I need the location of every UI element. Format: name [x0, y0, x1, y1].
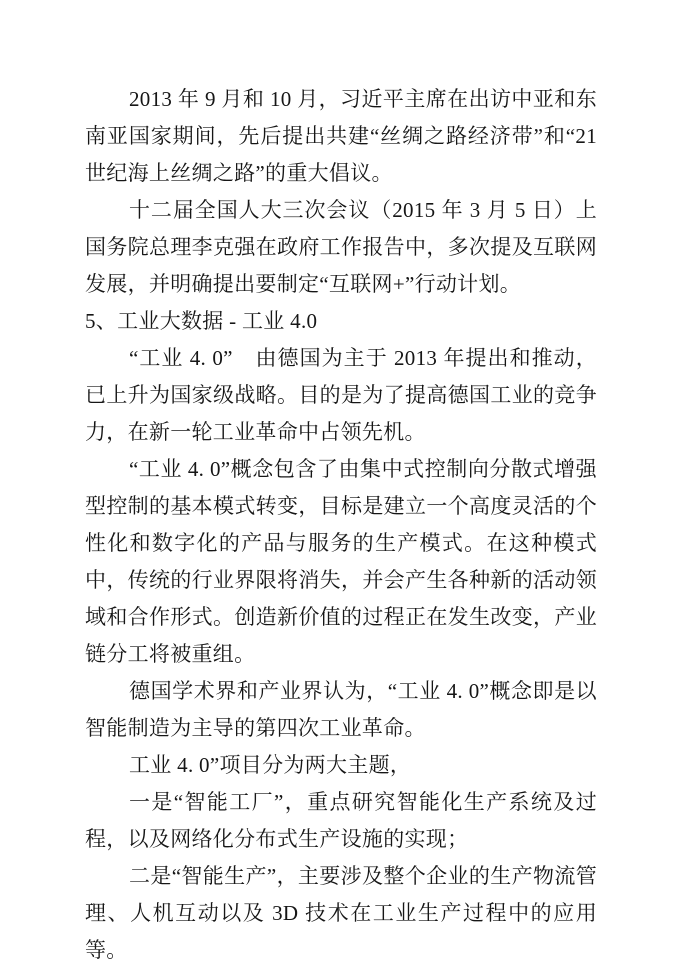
- section-heading: 5、工业大数据 - 工业 4.0: [85, 309, 318, 333]
- paragraph-industry40-origin: “工业 4. 0” 由德国为主于 2013 年提出和推动，已上升为国家级战略。目的是为了提高德国工业的竞争力，在新一轮工业革命中占领先机。: [85, 346, 597, 444]
- paragraph-smart-factory: 一是“智能工厂”，重点研究智能化生产系统及过程，以及网络化分布式生产设施的实现；: [85, 790, 597, 851]
- paragraph-internet-plus: 十二届全国人大三次会议（2015 年 3 月 5 日）上国务院总理李克强在政府工作报告中，多次提及互联网发展，并明确提出要制定“互联网+”行动计划。: [85, 198, 597, 296]
- paragraph-fourth-revolution: 德国学术界和产业界认为，“工业 4. 0”概念即是以智能制造为主导的第四次工业革命。: [85, 679, 597, 740]
- paragraph-belt-and-road: 2013 年 9 月和 10 月，习近平主席在出访中亚和东南亚国家期间，先后提出共建“丝绸之路经济带”和“21 世纪海上丝绸之路”的重大倡议。: [85, 87, 597, 185]
- paragraph-smart-production: 二是“智能生产”，主要涉及整个企业的生产物流管理、人机互动以及 3D 技术在工业生产过程中的应用等。: [85, 864, 597, 962]
- paragraph-two-themes: 工业 4. 0”项目分为两大主题，: [129, 753, 412, 777]
- document-page: [85, 81, 597, 969]
- paragraph-industry40-concept: “工业 4. 0”概念包含了由集中式控制向分散式增强型控制的基本模式转变，目标是建立一个高度灵活的个性化和数字化的产品与服务的生产模式。在这种模式中，传统的行业界限将消失，并会产生各种新的活动领域和合作形式。创造新价值的过程正在发生改变，产业链分工将被重组。: [85, 457, 597, 666]
